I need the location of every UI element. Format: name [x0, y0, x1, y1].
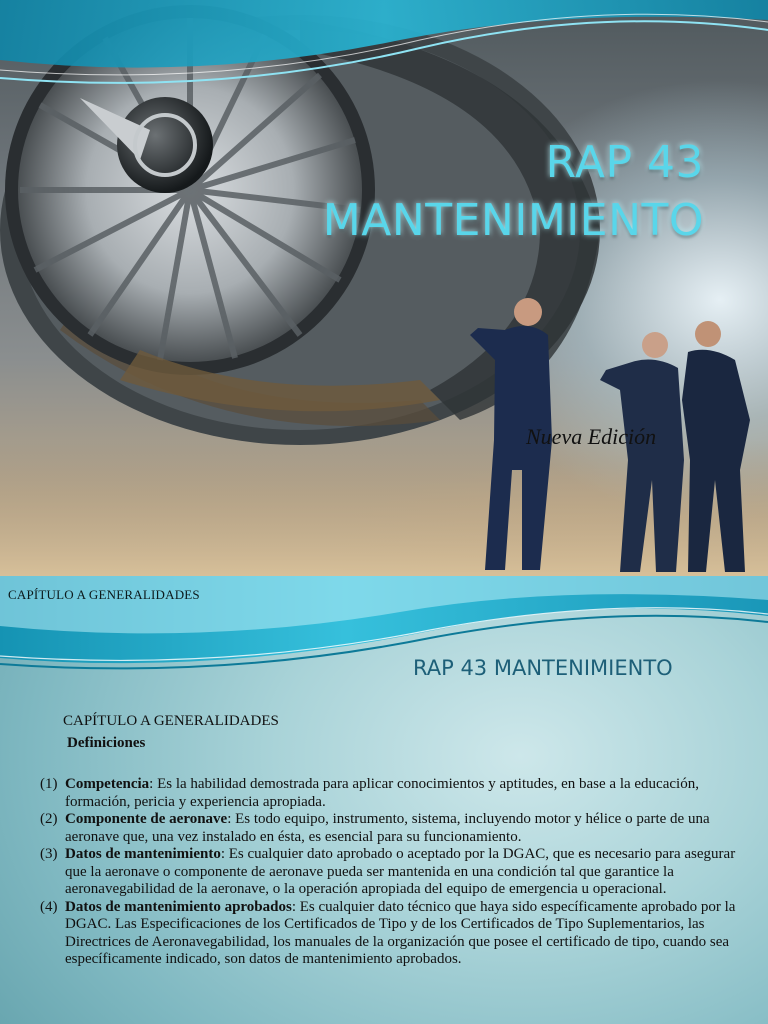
list-item	[40, 846, 740, 899]
chapter-header: CAPÍTULO A GENERALIDADES	[8, 587, 200, 602]
definition-text: : Es todo equipo, instrumento, sistema, incluyendo motor y hélice o parte de una aeronave que, una vez instalado en ésta, es esencial para su funcionamiento.	[65, 811, 710, 845]
definition-term: Datos de mantenimiento aprobados	[65, 898, 292, 915]
definition-number: (2)	[40, 811, 58, 827]
presentation-title	[323, 134, 704, 250]
definition-term: Competencia	[65, 776, 150, 792]
section-heading: Definiciones	[67, 735, 146, 751]
chapter-heading: CAPÍTULO A GENERALIDADES	[63, 713, 279, 729]
definition-text: : Es cualquier dato aprobado o aceptado por la DGAC, que es necesario para asegurar que la aeronave o componente de aeronave pueda ser mantenida en una condición tal que garantice la aeronavegabilidad de la aeronave, o la operación apropiada del equipo de emergencia u operacional.	[65, 846, 736, 897]
edition-subtitle: Nueva Edición	[526, 424, 657, 449]
list-item	[40, 811, 740, 846]
definition-text: : Es la habilidad demostrada para aplicar conocimientos y aptitudes, en base a la educación, formación, pericia y experiencia apropiada.	[65, 776, 699, 810]
definitions-list	[40, 776, 740, 969]
definition-number: (3)	[40, 846, 58, 862]
definition-term: Componente de aeronave	[65, 811, 228, 827]
definition-number: (1)	[40, 776, 58, 792]
list-item	[40, 776, 740, 811]
title-line-2: MANTENIMIENTO	[322, 195, 704, 246]
title-line-1: RAP 43	[545, 137, 704, 188]
definition-text: : Es cualquier dato técnico que haya sido específicamente aprobado por la DGAC. Las Especificaciones de los Certificados de Tipo y de los Certificados de Tipo Suplementarios, las Directrices de Aeronavegabilidad, los manuales de la organización que posee el certificado de tipo, cuando sea específicamente indicado, son datos de mantenimiento aprobados.	[65, 898, 736, 967]
list-item	[40, 899, 740, 969]
slide-title: RAP 43 MANTENIMIENTO	[413, 656, 673, 680]
definition-term: Datos de mantenimiento	[65, 846, 221, 862]
definition-number: (4)	[40, 898, 58, 915]
content-slide	[0, 576, 768, 1024]
